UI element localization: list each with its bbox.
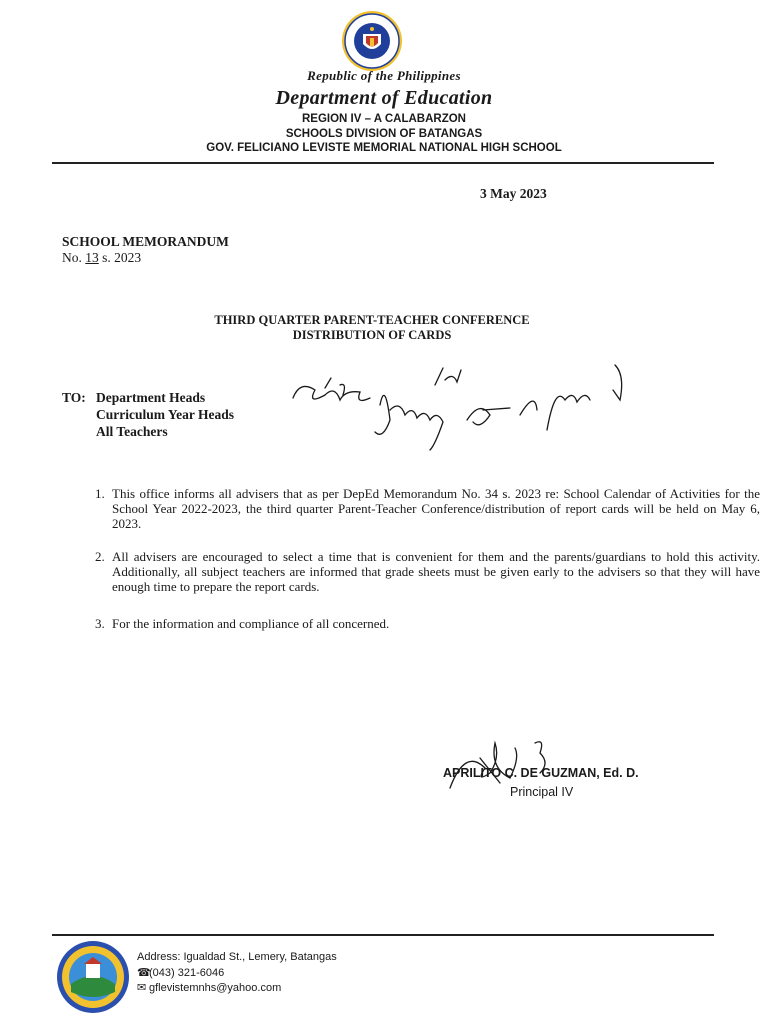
- footer-phone-value: (043) 321-6046: [149, 967, 225, 979]
- telephone-icon: ☎: [137, 967, 151, 979]
- school-heading: GOV. FELICIANO LEVISTE MEMORIAL NATIONAL HIGH SCHOOL: [206, 142, 562, 154]
- memo-number: [62, 250, 141, 266]
- header-divider: [52, 162, 714, 164]
- memo-date: 3 May 2023: [480, 186, 547, 201]
- republic-heading: Republic of the Philippines: [307, 68, 461, 83]
- memo-body-list: [62, 486, 760, 649]
- memo-paragraph: 3. For the information and compliance of all concerned.: [108, 616, 760, 631]
- recipient-item: Curriculum Year Heads: [96, 407, 234, 422]
- memo-number-prefix: No.: [62, 250, 82, 265]
- memo-paragraph: 2. All advisers are encouraged to select a time that is convenient for them and the parents/guardians to hold this activity. Additionally, all subject teachers are informed that grade sheets must be given early to the advisers so that they will have enough time to prepare the report cards.: [108, 549, 760, 594]
- acknowledgement-signatures: [285, 360, 635, 455]
- memo-title: SCHOOL MEMORANDUM: [62, 234, 229, 249]
- recipient-item: All Teachers: [96, 424, 168, 439]
- footer-divider: [52, 934, 714, 936]
- memo-subject-line-1: THIRD QUARTER PARENT-TEACHER CONFERENCE: [214, 313, 530, 327]
- memo-number-value: 13: [85, 250, 99, 265]
- footer-phone: [137, 966, 224, 979]
- principal-name: APRILITO C. DE GUZMAN, Ed. D.: [443, 766, 639, 780]
- principal-title: Principal IV: [510, 785, 574, 799]
- department-heading: Department of Education: [275, 87, 493, 109]
- region-heading: REGION IV – A CALABARZON: [302, 113, 466, 125]
- deped-seal: [341, 10, 403, 72]
- envelope-icon: ✉: [137, 982, 147, 994]
- footer-email: [137, 981, 281, 994]
- division-heading: SCHOOLS DIVISION OF BATANGAS: [285, 128, 483, 140]
- recipient-item: Department Heads: [96, 390, 206, 405]
- memo-subject-line-2: DISTRIBUTION OF CARDS: [292, 328, 452, 342]
- footer-email-value: gflevistemnhs@yahoo.com: [149, 982, 282, 994]
- to-label: TO:: [62, 390, 86, 405]
- memo-paragraph: 1. This office informs all advisers that as per DepEd Memorandum No. 34 s. 2023 re: School Calendar of Activities for the School Year 2022-2023, the third quarter Parent-Teacher Conference/distribution of report cards will be held on May 6, 2023.: [108, 486, 760, 531]
- footer-address: Address: Igualdad St., Lemery, Batangas: [137, 951, 337, 963]
- school-logo: [56, 940, 130, 1014]
- memo-number-suffix: s. 2023: [102, 250, 142, 265]
